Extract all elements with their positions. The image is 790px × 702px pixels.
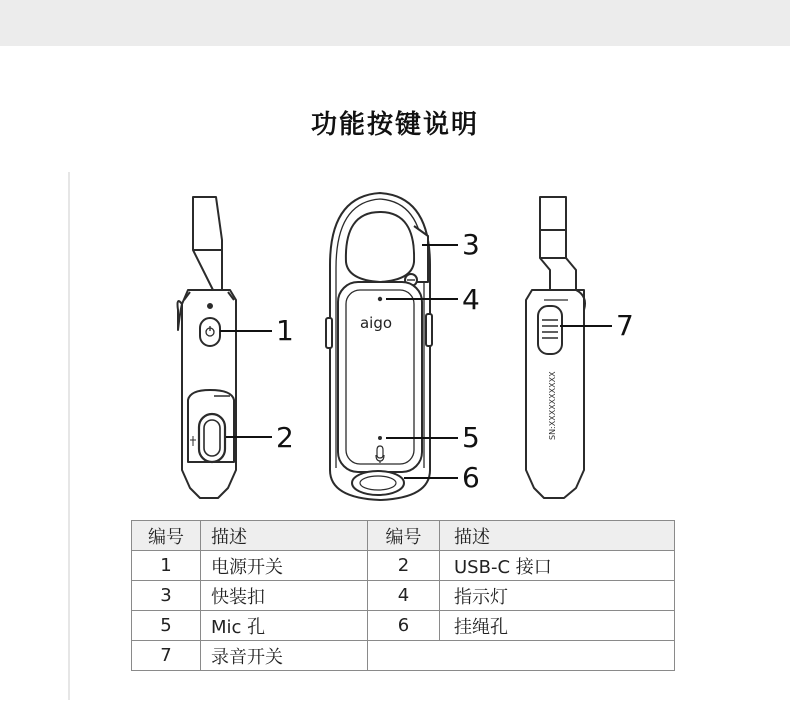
callout-number-1: 1: [276, 314, 294, 347]
header-description-2: 描述: [440, 521, 675, 551]
table-cell: 电源开关: [201, 551, 368, 581]
callout-number-4: 4: [462, 283, 480, 316]
header-number-2: 编号: [368, 521, 440, 551]
aigo-logo: aigo: [359, 314, 393, 332]
table-cell: Mic 孔: [201, 611, 368, 641]
table-row: [132, 581, 675, 611]
table-cell: 6: [368, 611, 440, 641]
table-cell: 3: [132, 581, 201, 611]
header-description: 描述: [201, 521, 368, 551]
table-cell: 1: [132, 551, 201, 581]
device-front-view: [326, 193, 432, 500]
callout-number-6: 6: [462, 461, 480, 494]
lanyard-hole: [352, 471, 404, 495]
table-cell: USB-C 接口: [440, 551, 675, 581]
header-number: 编号: [132, 521, 201, 551]
callout-number-2: 2: [276, 421, 294, 454]
indicator-light: [378, 297, 382, 301]
serial-number-text: SN:XXXXXXXXXX: [548, 371, 557, 440]
power-button[interactable]: [200, 318, 220, 346]
table-cell: 7: [132, 641, 201, 671]
table-cell: 挂绳孔: [440, 611, 675, 641]
table-header-row: [132, 521, 675, 551]
table-cell: 5: [132, 611, 201, 641]
table-cell: 录音开关: [201, 641, 368, 671]
callout-number-7: 7: [616, 309, 634, 342]
table-cell: 4: [368, 581, 440, 611]
record-switch[interactable]: [538, 306, 562, 354]
mic-hole: [378, 436, 382, 440]
callout-number-5: 5: [462, 421, 480, 454]
table-cell-empty: [368, 641, 675, 671]
table-cell: 指示灯: [440, 581, 675, 611]
table-cell: 2: [368, 551, 440, 581]
table-row: [132, 611, 675, 641]
table-cell: 快装扣: [201, 581, 368, 611]
callout-number-3: 3: [462, 228, 480, 261]
table-row: [132, 551, 675, 581]
page-title: 功能按键说明: [310, 110, 479, 140]
table-row: [132, 641, 675, 671]
function-key-table: [131, 520, 675, 671]
